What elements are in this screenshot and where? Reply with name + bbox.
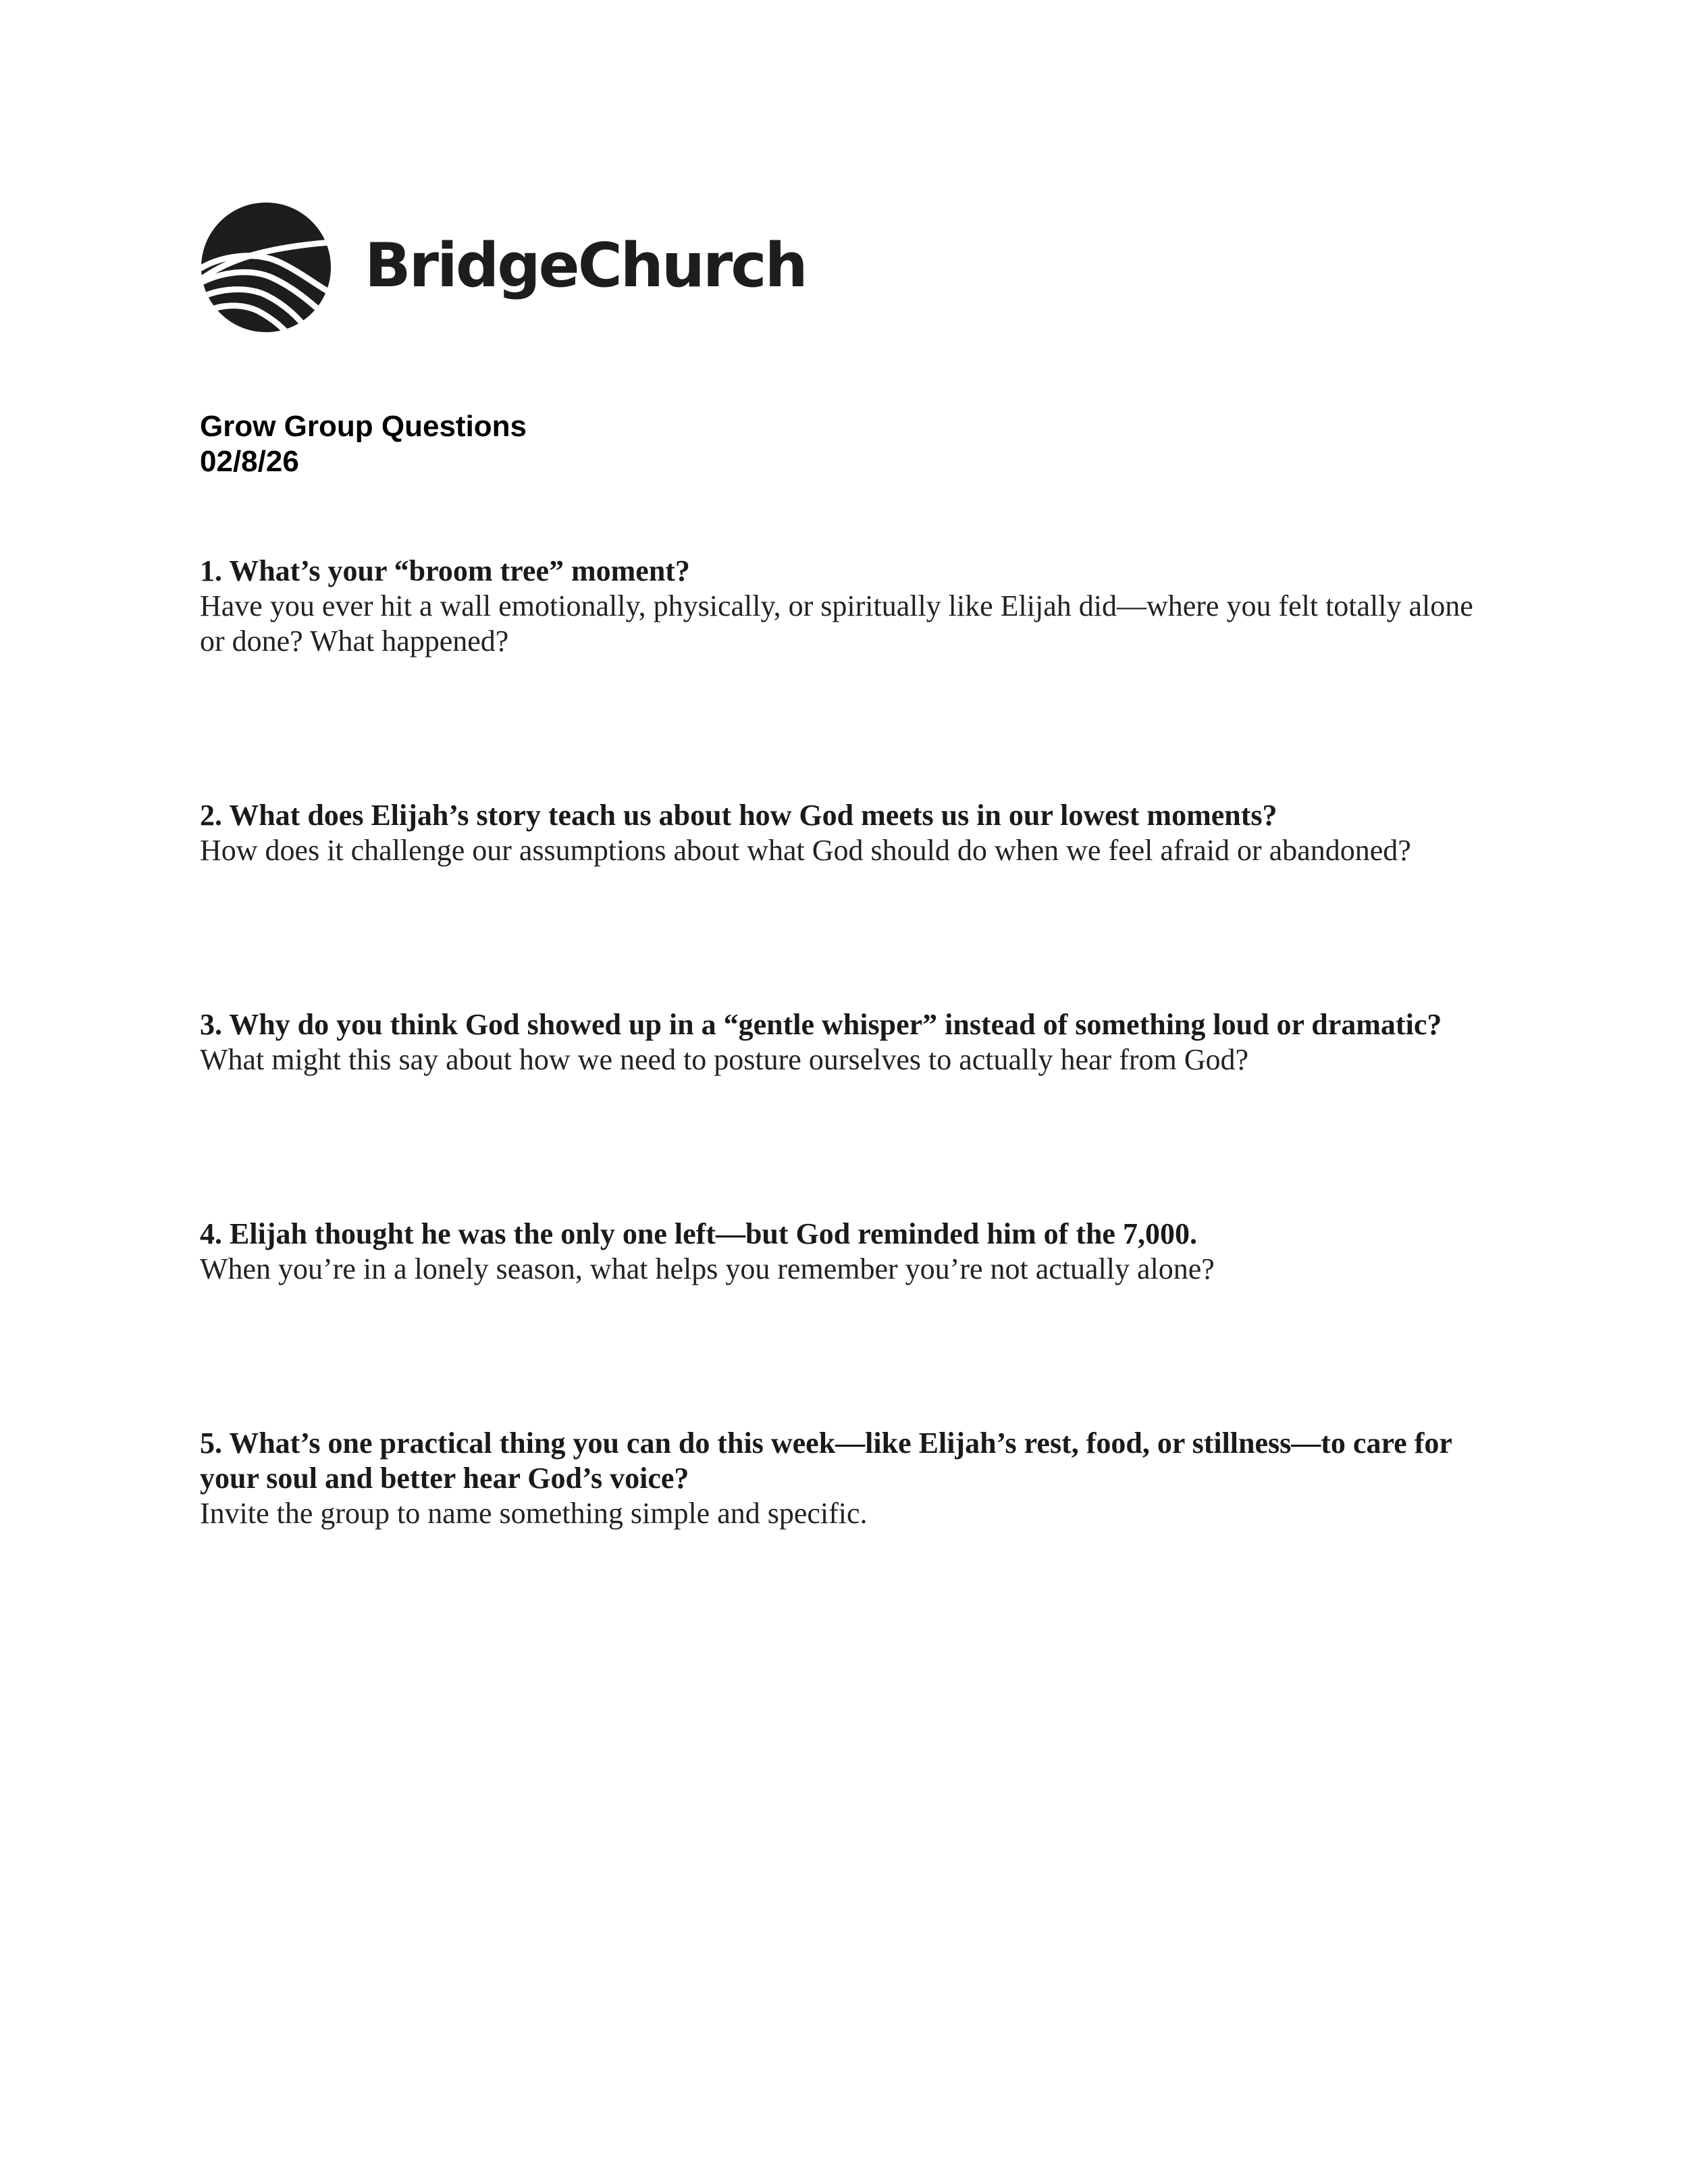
question-body: How does it challenge our assumptions about what God should do when we feel afraid or abandoned? [200, 834, 1411, 867]
question-item [200, 1426, 1496, 1531]
question-body: Have you ever hit a wall emotionally, physically, or spiritually like Elijah did—where you felt totally alone or done? What happened? [200, 589, 1473, 658]
question-body: When you’re in a lonely season, what helps you remember you’re not actually alone? [200, 1252, 1215, 1285]
question-item [200, 1217, 1496, 1287]
document-date: 02/8/26 [200, 445, 299, 478]
question-item [200, 798, 1496, 868]
question-title: 2. What does Elijah’s story teach us about how God meets us in our lowest moments? [200, 799, 1277, 832]
document-header [200, 409, 527, 479]
question-title: 4. Elijah thought he was the only one left—but God reminded him of the 7,000. [200, 1217, 1197, 1250]
question-title: 3. Why do you think God showed up in a “gentle whisper” instead of something loud or dramatic? [200, 1008, 1442, 1041]
page-title: Grow Group Questions [200, 410, 527, 443]
bridge-circle-icon [200, 201, 332, 334]
church-name-wordmark: BridgeChurch [365, 230, 806, 301]
question-title: 1. What’s your “broom tree” moment? [200, 554, 690, 587]
church-logo [200, 200, 806, 335]
question-body: What might this say about how we need to posture ourselves to actually hear from God? [200, 1043, 1249, 1076]
question-title: 5. What’s one practical thing you can do this week—like Elijah’s rest, food, or stillness—to care for your soul and better hear God’s voice? [200, 1427, 1452, 1495]
question-item [200, 554, 1496, 659]
question-body: Invite the group to name something simple and specific. [200, 1497, 868, 1530]
question-item [200, 1007, 1496, 1077]
